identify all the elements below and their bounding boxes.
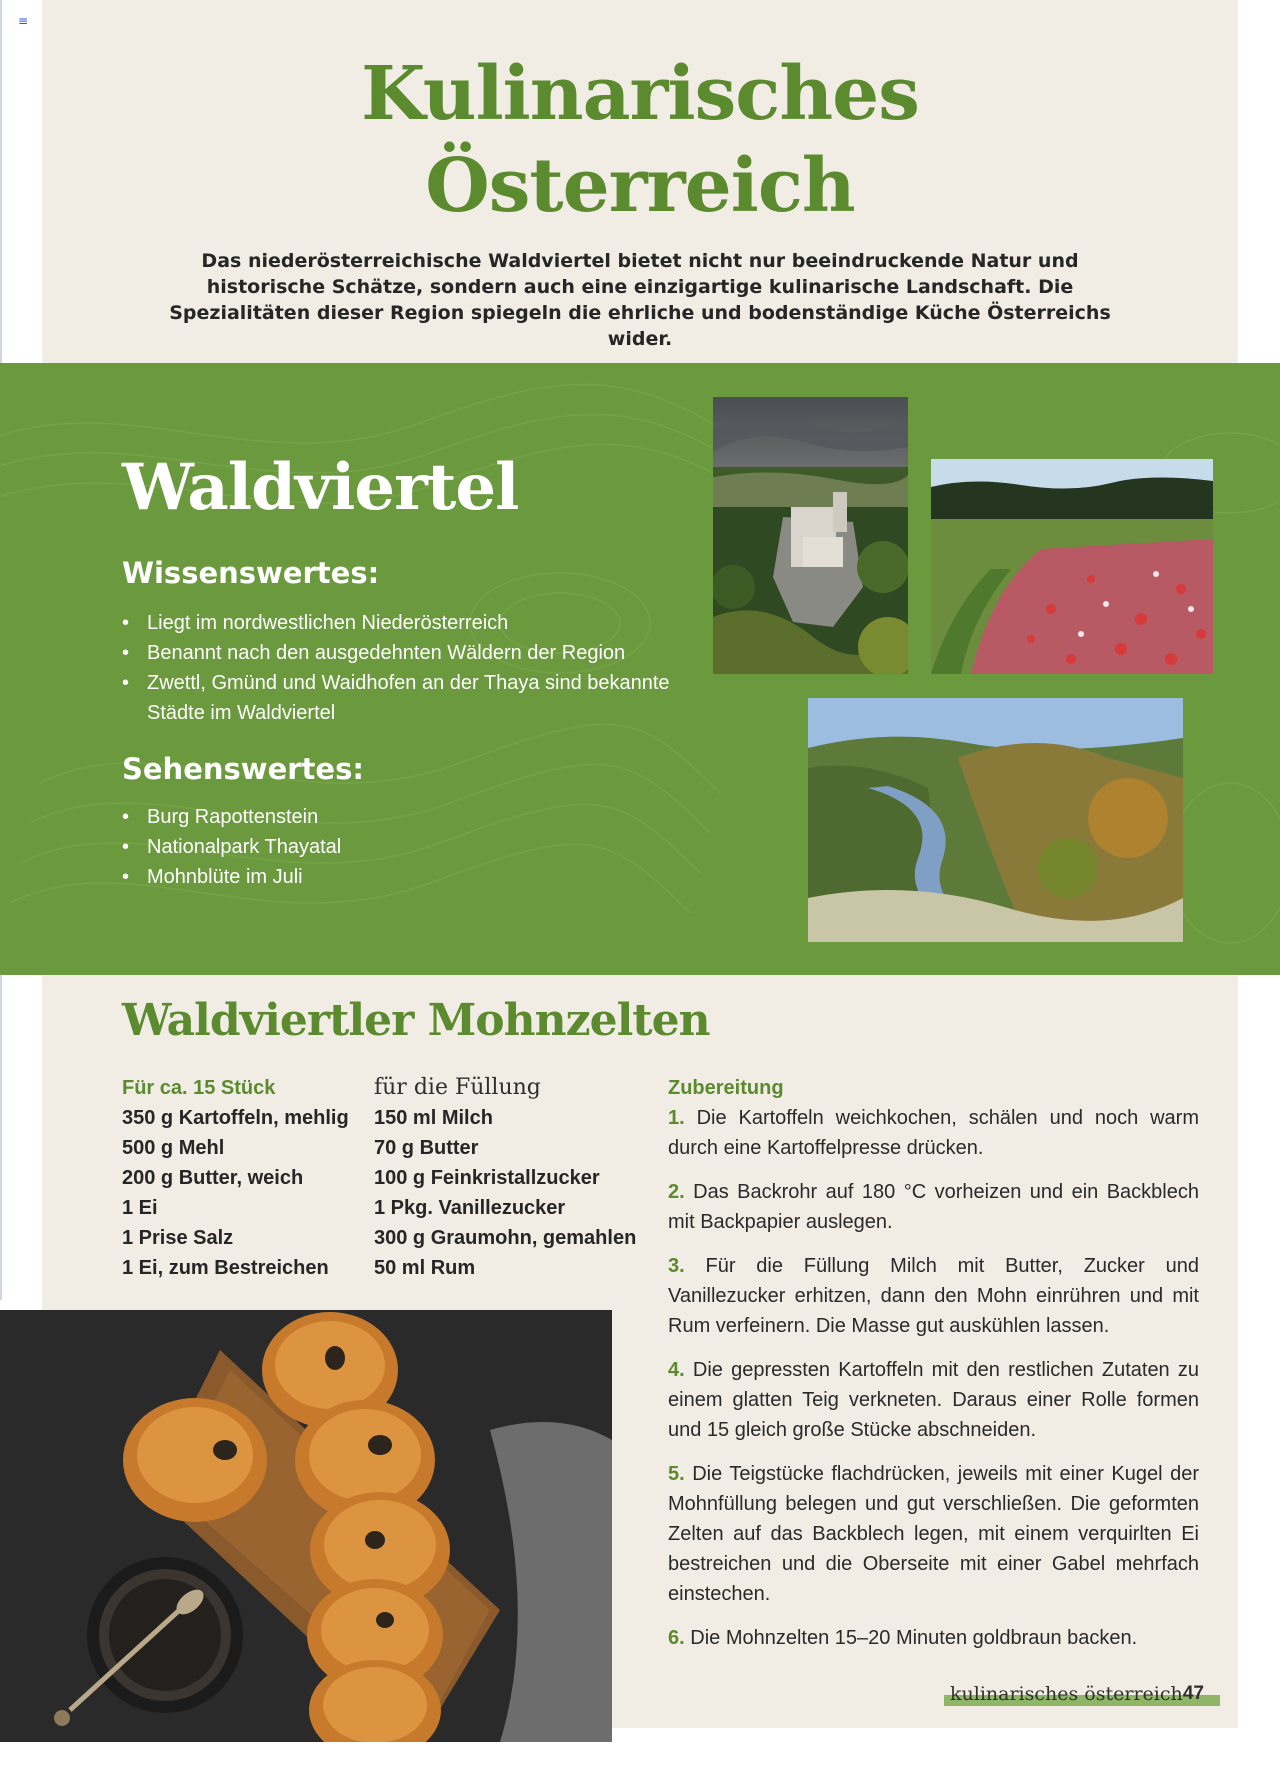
page-footer: [944, 1683, 1220, 1708]
step-number: 1.: [668, 1107, 685, 1129]
list-item: • Burg Rapottenstein: [122, 802, 682, 832]
hamburger-icon[interactable]: ≡: [18, 14, 29, 28]
preparation-steps: [668, 1073, 1199, 1667]
step-number: 4.: [668, 1359, 685, 1381]
preparation-heading: Zubereitung: [668, 1077, 784, 1099]
page-title-line-1: Kulinarisches: [361, 51, 919, 137]
dough-heading: Für ca. 15 Stück: [122, 1077, 276, 1099]
step-text: Die gepressten Kartoffeln mit den restlichen Zutaten zu einem glatten Teig verkneten. Daraus einer Rolle formen und 15 gleich große Stücke abschneiden.: [668, 1359, 1199, 1441]
region-title: Waldviertel: [122, 450, 519, 525]
step-text: Für die Füllung Milch mit Butter, Zucker und Vanillezucker erhitzen, dann den Mohn einrühren und mit Rum verfeinern. Die Masse gut auskühlen lassen.: [668, 1255, 1199, 1337]
list-item: • Mohnblüte im Juli: [122, 862, 682, 892]
page-title-line-2: Österreich: [425, 143, 855, 229]
list-item: • Liegt im nordwestlichen Niederösterreich: [122, 608, 682, 638]
recipe-title: Waldviertler Mohnzelten: [122, 995, 710, 1046]
facts-heading: Wissenswertes:: [122, 556, 380, 590]
list-item: • Benannt nach den ausgedehnten Wäldern der Region: [122, 638, 682, 668]
facts-list: [122, 608, 682, 728]
dough-ingredients: [122, 1073, 362, 1283]
castle-photo: [713, 397, 908, 674]
ingredient: 50 ml Rum: [374, 1257, 476, 1279]
step-number: 6.: [668, 1627, 685, 1649]
filling-ingredients: [374, 1073, 644, 1283]
step-item: [668, 1251, 1199, 1341]
ingredient: 150 ml Milch: [374, 1107, 493, 1129]
step-item: [668, 1103, 1199, 1163]
ingredient: 1 Pkg. Vanillezucker: [374, 1197, 566, 1219]
ingredient: 500 g Mehl: [122, 1137, 225, 1159]
ingredient: 350 g Kartoffeln, mehlig: [122, 1107, 349, 1129]
step-text: Die Mohnzelten 15–20 Minuten goldbraun backen.: [690, 1627, 1138, 1649]
ingredient: 70 g Butter: [374, 1137, 479, 1159]
mohnzelten-photo: [0, 1310, 612, 1742]
step-number: 5.: [668, 1463, 685, 1485]
step-item: [668, 1177, 1199, 1237]
filling-heading: für die Füllung: [374, 1075, 541, 1100]
step-text: Die Kartoffeln weichkochen, schälen und noch warm durch eine Kartoffelpresse drücken.: [668, 1107, 1199, 1159]
ingredient: 300 g Graumohn, gemahlen: [374, 1227, 637, 1249]
step-item: [668, 1459, 1199, 1609]
step-number: 2.: [668, 1181, 685, 1203]
ingredient: 1 Ei: [122, 1197, 158, 1219]
step-text: Das Backrohr auf 180 °C vorheizen und ein Backblech mit Backpapier auslegen.: [668, 1181, 1199, 1233]
page-number: 47: [1182, 1683, 1204, 1704]
ingredient: 1 Ei, zum Bestreichen: [122, 1257, 329, 1279]
step-item: [668, 1355, 1199, 1445]
step-item: [668, 1623, 1199, 1653]
river-valley-photo: [808, 698, 1183, 942]
ingredient: 100 g Feinkristallzucker: [374, 1167, 600, 1189]
step-text: Die Teigstücke flachdrücken, jeweils mit einer Kugel der Mohnfüllung belegen und gut verschließen. Die geformten Zelten auf das Backblech legen, mit einem verquirlten Ei bestreichen und die Oberseite mit einer Gabel mehrfach einstechen.: [668, 1463, 1199, 1605]
sights-heading: Sehenswertes:: [122, 752, 364, 786]
intro-paragraph: Das niederösterreichische Waldviertel bietet nicht nur beeindruckende Natur und historische Schätze, sondern auch eine einzigartige kulinarische Landschaft. Die Spezialitäten dieser Region spiegeln die ehrliche und bodenständige Küche Österreichs wider.: [169, 250, 1111, 350]
poppy-field-photo: [931, 459, 1213, 674]
ingredient: 200 g Butter, weich: [122, 1167, 304, 1189]
footer-section-label: kulinarisches österreich: [950, 1683, 1183, 1705]
list-item: • Nationalpark Thayatal: [122, 832, 682, 862]
sights-list: [122, 802, 682, 892]
list-item: • Zwettl, Gmünd und Waidhofen an der Thaya sind bekannte Städte im Waldviertel: [122, 668, 682, 728]
ingredient: 1 Prise Salz: [122, 1227, 234, 1249]
step-number: 3.: [668, 1255, 685, 1277]
